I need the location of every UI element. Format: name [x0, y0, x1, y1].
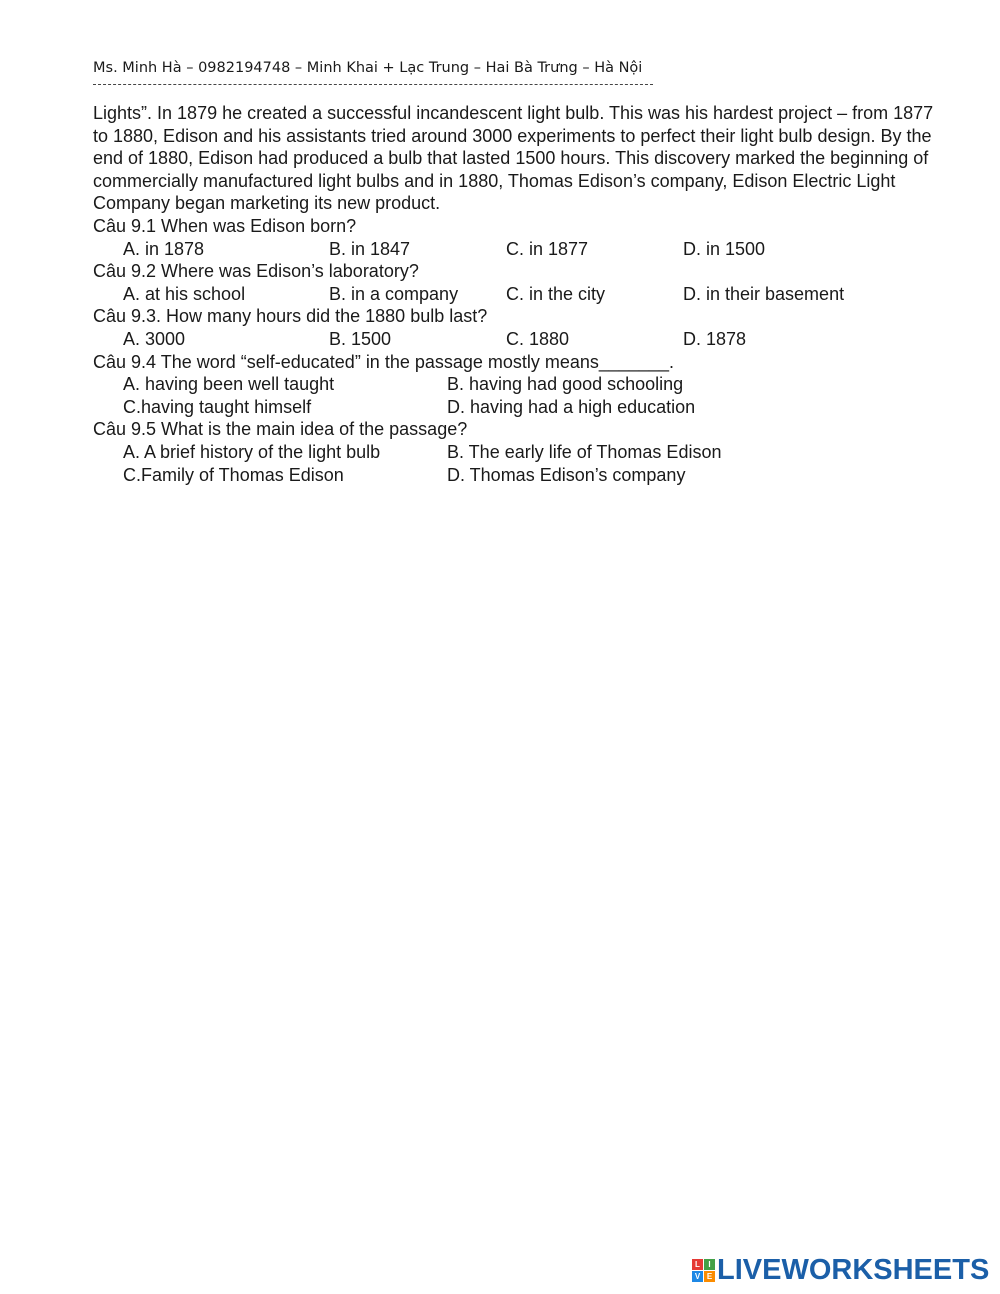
question-text: Câu 9.3. How many hours did the 1880 bulb last? [93, 306, 488, 327]
option-a[interactable]: A. at his school [123, 283, 246, 304]
option-b[interactable]: B. in a company [329, 283, 459, 304]
option-a[interactable]: A. A brief history of the light bulb [123, 441, 381, 462]
logo-mark-v: V [692, 1271, 703, 1282]
page-header: Ms. Minh Hà – 0982194748 – Minh Khai + Lạc Trung – Hai Bà Trưng – Hà Nội [93, 60, 643, 76]
option-b[interactable]: B. in 1847 [329, 238, 411, 259]
question-9-4 [93, 351, 953, 419]
option-a[interactable]: A. having been well taught [123, 374, 335, 395]
option-c[interactable]: C.Family of Thomas Edison [123, 464, 344, 485]
option-d[interactable]: D. having had a high education [447, 396, 696, 417]
option-c[interactable]: C. in the city [506, 283, 606, 304]
question-9-2 [93, 260, 953, 305]
question-text: Câu 9.5 What is the main idea of the passage? [93, 419, 468, 440]
liveworksheets-logo [692, 1254, 989, 1287]
question-9-5 [93, 418, 953, 486]
option-c[interactable]: C. in 1877 [506, 238, 589, 259]
question-9-3 [93, 305, 953, 350]
option-b[interactable]: B. having had good schooling [447, 374, 684, 395]
logo-text: LIVEWORKSHEETS [717, 1254, 990, 1286]
worksheet-content [93, 102, 953, 486]
answer-options [93, 441, 953, 464]
answer-options [93, 238, 953, 261]
logo-mark-l: L [692, 1259, 703, 1270]
question-text: Câu 9.2 Where was Edison’s laboratory? [93, 261, 419, 282]
option-a[interactable]: A. 3000 [123, 328, 186, 349]
logo-mark-icon [692, 1259, 715, 1282]
question-9-1 [93, 215, 953, 260]
header-divider [93, 84, 653, 85]
answer-options [93, 396, 953, 419]
option-d[interactable]: D. 1878 [683, 328, 747, 349]
option-b[interactable]: B. The early life of Thomas Edison [447, 441, 722, 462]
question-text: Câu 9.1 When was Edison born? [93, 215, 357, 236]
logo-mark-i: I [704, 1259, 715, 1270]
option-d[interactable]: D. in 1500 [683, 238, 766, 259]
answer-options [93, 283, 953, 306]
answer-options [93, 373, 953, 396]
reading-passage: Lights”. In 1879 he created a successful incandescent light bulb. This was his hardest project – from 1877 to 1880, Edison and his assistants tried around 3000 experiments to perfect their light bulb design. By the end of 1880, Edison had produced a bulb that lasted 1500 hours. This discovery marked the beginning of commercially manufactured light bulbs and in 1880, Thomas Edison’s company, Edison Electric Light Company began marketing its new product. [93, 103, 934, 214]
option-c[interactable]: C.having taught himself [123, 396, 312, 417]
option-c[interactable]: C. 1880 [506, 328, 570, 349]
option-a[interactable]: A. in 1878 [123, 238, 205, 259]
logo-mark-e: E [704, 1271, 715, 1282]
option-b[interactable]: B. 1500 [329, 328, 392, 349]
answer-options [93, 464, 953, 487]
option-d[interactable]: D. Thomas Edison’s company [447, 464, 686, 485]
answer-options [93, 328, 953, 351]
option-d[interactable]: D. in their basement [683, 283, 845, 304]
question-text: Câu 9.4 The word “self-educated” in the passage mostly means_______. [93, 351, 675, 372]
